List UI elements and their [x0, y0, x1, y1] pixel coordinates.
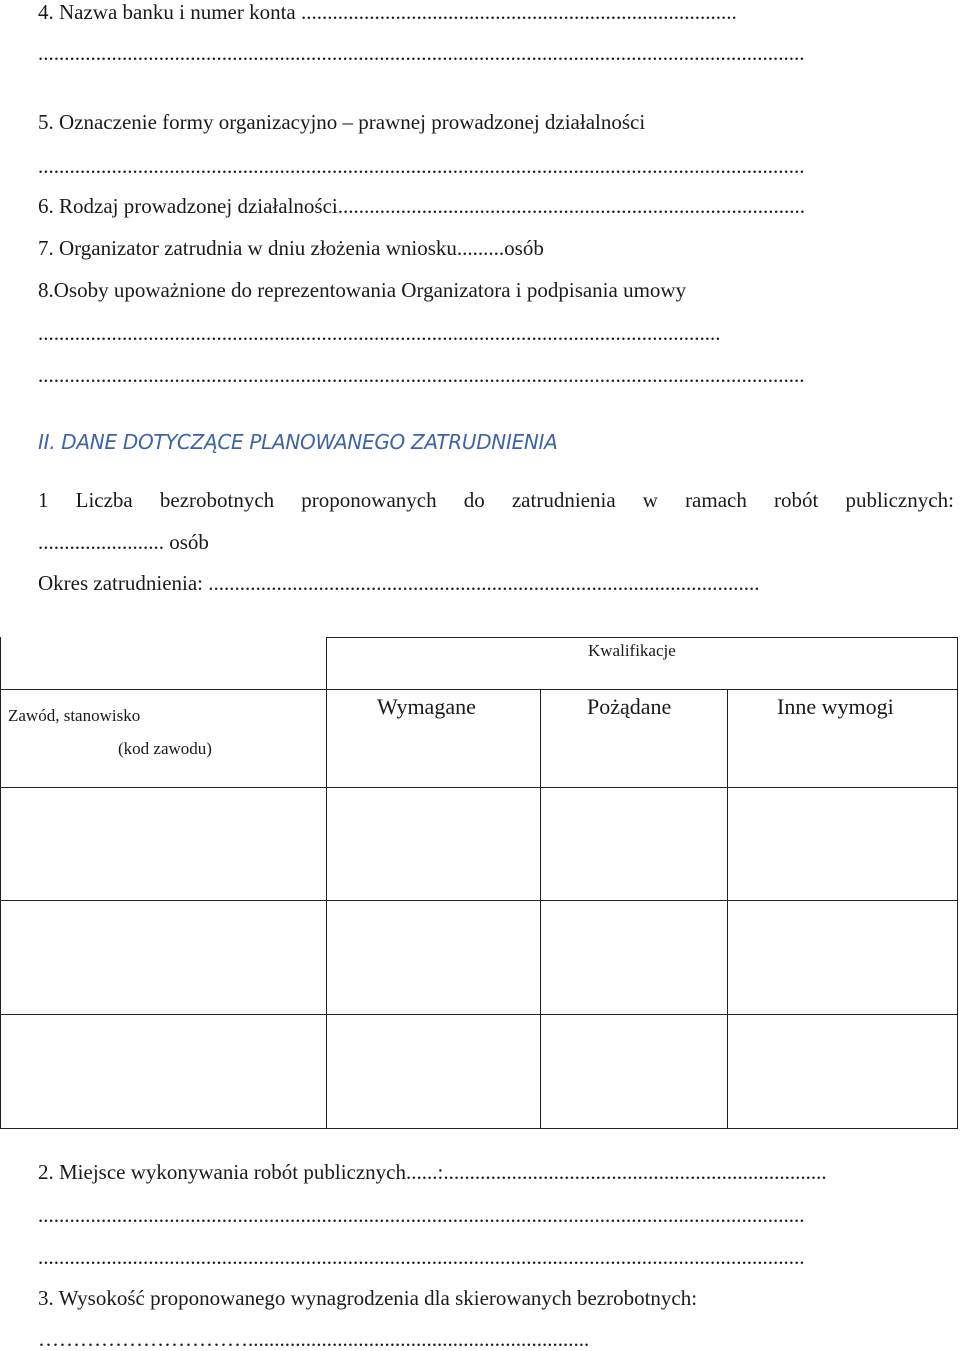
row3-desired-cell[interactable] [541, 1015, 727, 1128]
employment-period-field[interactable]: Okres zatrudnienia: ......................................................................................................... [38, 571, 760, 595]
work-location-continuation-1[interactable]: .................................................................................................................................................. [38, 1203, 805, 1227]
row1-desired-cell[interactable] [541, 788, 727, 900]
other-requirements-header: Inne wymogi [777, 694, 894, 719]
word-8: robót [773, 488, 819, 512]
salary-label: 3. Wysokość proponowanego wynagrodzenia dla skierowanych bezrobotnych: [38, 1286, 698, 1310]
row3-occupation-cell[interactable] [1, 1015, 326, 1128]
work-location-field[interactable]: 2. Miejsce wykonywania robót publicznych......:......................................................................... [38, 1160, 827, 1184]
desired-header: Pożądane [587, 694, 672, 719]
word-1: Liczba [75, 488, 133, 512]
organizational-form-label: 5. Oznaczenie formy organizacyjno – prawnej prowadzonej działalności [38, 110, 646, 134]
word-3: proponowanych [301, 488, 437, 512]
bank-account-continuation[interactable]: .................................................................................................................................................. [38, 41, 805, 65]
row1-other-cell[interactable] [728, 788, 957, 900]
employee-count-field[interactable]: 7. Organizator zatrudnia w dniu złożenia wniosku.........osób [38, 236, 544, 260]
section-heading: II. DANE DOTYCZĄCE PLANOWANEGO ZATRUDNIENIA [38, 430, 558, 454]
word-4: do [463, 488, 485, 512]
row2-desired-cell[interactable] [541, 901, 727, 1014]
bank-account-field[interactable]: 4. Nazwa banku i numer konta ................................................................................... [38, 0, 737, 24]
required-header: Wymagane [377, 694, 476, 719]
row2-occupation-cell[interactable] [1, 901, 326, 1014]
word-5: zatrudnienia [511, 488, 616, 512]
salary-field[interactable]: …………………………................................................................. [38, 1327, 590, 1351]
row3-other-cell[interactable] [728, 1015, 957, 1128]
row1-occupation-cell[interactable] [1, 788, 326, 900]
business-type-field[interactable]: 6. Rodzaj prowadzonej działalności......................................................................................... [38, 194, 805, 218]
authorized-persons-label: 8.Osoby upoważnione do reprezentowania Organizatora i podpisania umowy [38, 278, 687, 302]
organizational-form-field[interactable]: .................................................................................................................................................. [38, 154, 805, 178]
row2-required-cell[interactable] [327, 901, 540, 1014]
unemployed-count-field[interactable]: ........................ osób [38, 530, 209, 554]
row1-required-cell[interactable] [327, 788, 540, 900]
word-2: bezrobotnych [159, 488, 275, 512]
row3-required-cell[interactable] [327, 1015, 540, 1128]
qualifications-header: Kwalifikacje [588, 641, 676, 660]
word-6: w [642, 488, 658, 512]
occupation-header: Zawód, stanowisko [8, 706, 141, 725]
word-9: publicznych: [845, 488, 954, 512]
occupation-code-header: (kod zawodu) [118, 739, 212, 758]
word-7: ramach [685, 488, 747, 512]
work-location-continuation-2[interactable]: .................................................................................................................................................. [38, 1245, 805, 1269]
authorized-persons-field-1[interactable]: .................................................................................................................................. [38, 321, 721, 345]
row2-other-cell[interactable] [728, 901, 957, 1014]
unemployed-count-label [38, 488, 954, 512]
word-0: 1 [38, 488, 49, 512]
authorized-persons-field-2[interactable]: .................................................................................................................................................. [38, 363, 805, 387]
